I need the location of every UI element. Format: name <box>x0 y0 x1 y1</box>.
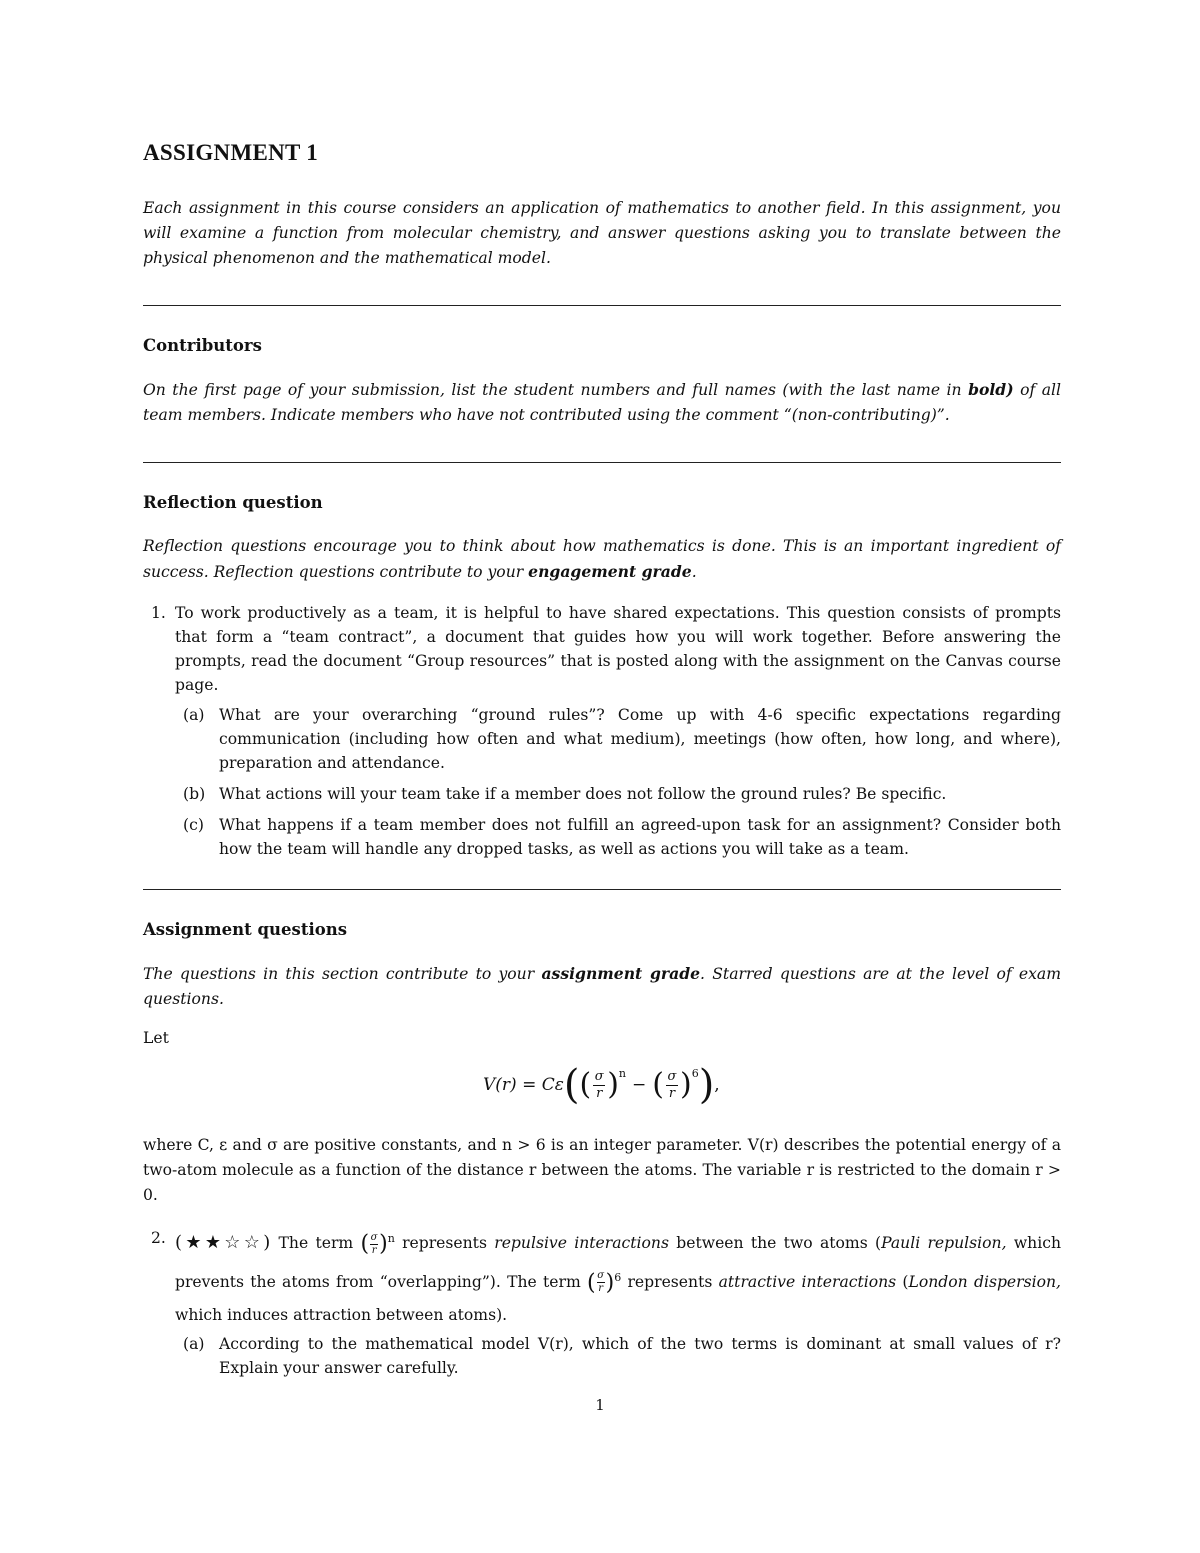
paren: ( <box>652 1067 664 1102</box>
where-paragraph: where C, ε and σ are positive constants, and n > 6 is an integer parameter. V(r) describes the potential energy of a two-atom molecule as a function of the distance r between the atoms. The variable r is restricted to the domain r > 0. <box>143 1136 1061 1204</box>
question-number: 1. <box>151 604 166 622</box>
sigma-over-r: $\frac{\sigma}{r}$ <box>594 1068 604 1101</box>
contributors-heading: Contributors <box>143 336 262 355</box>
equation-lhs: V(r) = Cε <box>483 1075 564 1095</box>
exponent-6: 6 <box>614 1270 622 1284</box>
question-1-parts <box>175 703 1061 861</box>
let-text: Let <box>143 1029 169 1047</box>
divider <box>143 889 1061 890</box>
question-1 <box>143 601 1061 861</box>
intro-paragraph: Each assignment in this course considers an application of mathematics to another field. In this assignment, you will examine a function from molecular chemistry, and answer questions asking you to translate between the physical phenomenon and the mathematical model. <box>143 199 1061 267</box>
question-part: (a) According to the mathematical model V(r), which of the two terms is dominant at small values of r? Explain your answer carefully. <box>183 1335 1061 1378</box>
question-2-parts <box>175 1332 1061 1380</box>
paren: ) <box>698 1062 715 1108</box>
paren: ) <box>605 1270 615 1296</box>
exponent-6: 6 <box>691 1066 699 1080</box>
difficulty-stars: (★★☆☆) <box>175 1232 272 1254</box>
equation-block <box>143 1057 1061 1127</box>
assignment-heading: Assignment questions <box>143 920 348 939</box>
question-2: 2. (★★☆☆) The term ( $\frac{\sigma}{r}$ )$^n$ represents repulsive interactions between the two atoms (Pauli repulsion, which prevents the atoms from “overlapping”). The term ( $\frac{\sigma}{r}$ )$^6$ represents attractive interactions (London dispersion, which induces attraction between atoms). (a) According to the mathematical model V(r), which of the two terms is dominant at small values of r? Explain your answer carefully. <box>143 1222 1061 1380</box>
question-part: (b) What actions will your team take if a member does not follow the ground rules? Be specific. <box>183 785 947 803</box>
sigma-over-r-inline: $\frac{\sigma}{r}$ <box>597 1270 605 1295</box>
page-title: ASSIGNMENT 1 <box>143 140 319 165</box>
paren: ) <box>607 1067 619 1102</box>
divider <box>143 305 1061 306</box>
question-part: (a) What are your overarching “ground rules”? Come up with 4-6 specific expectations regarding communication (including how often and what medium), meetings (how often, how long, and where), preparation and attendance. <box>183 706 1061 772</box>
sigma-over-r: $\frac{\sigma}{r}$ <box>667 1068 677 1101</box>
page-number: 1 <box>595 1396 605 1414</box>
assignment-intro: The questions in this section contribute to your assignment grade. Starred questions are at the level of exam questions. <box>143 964 1061 1008</box>
paren: ) <box>379 1231 388 1257</box>
potential-equation <box>483 1062 720 1108</box>
reflection-heading: Reflection question <box>143 493 323 512</box>
exponent-n: n <box>387 1232 395 1245</box>
divider <box>143 462 1061 463</box>
question-number: 2. <box>151 1229 166 1247</box>
document-page <box>143 140 1061 1387</box>
question-part: (c) What happens if a team member does not fulfill an agreed-upon task for an assignment? Consider both how the team will handle any dropped tasks, as well as actions you will take as a team. <box>183 816 1061 858</box>
minus-sign: − <box>632 1075 647 1095</box>
paren: ( <box>360 1231 370 1257</box>
reflection-intro: Reflection questions encourage you to think about how mathematics is done. This is an important ingredient of success. Reflection questions contribute to your engagement grade. <box>143 537 1061 581</box>
paren: ( <box>563 1062 580 1108</box>
exponent-n: n <box>618 1066 626 1080</box>
question-text: To work productively as a team, it is helpful to have shared expectations. This question consists of prompts that form a “team contract”, a document that guides how you will work together. Before answering the prompts, read the document “Group resources” that is posted along with the assignment on the Canvas course page. <box>175 604 1061 694</box>
equation-comma: , <box>714 1075 720 1095</box>
paren: ( <box>579 1067 592 1102</box>
reflection-question-list <box>143 601 1061 861</box>
sigma-over-r-inline: $\frac{\sigma}{r}$ <box>370 1231 378 1256</box>
assignment-question-list <box>143 1222 1061 1380</box>
paren: ) <box>679 1067 692 1102</box>
contributors-text: On the first page of your submission, list the student numbers and full names (with the last name in bold) of all team members. Indicate members who have not contributed using the comment “(non-contributing)”. <box>143 380 1061 424</box>
paren: ( <box>587 1270 596 1296</box>
